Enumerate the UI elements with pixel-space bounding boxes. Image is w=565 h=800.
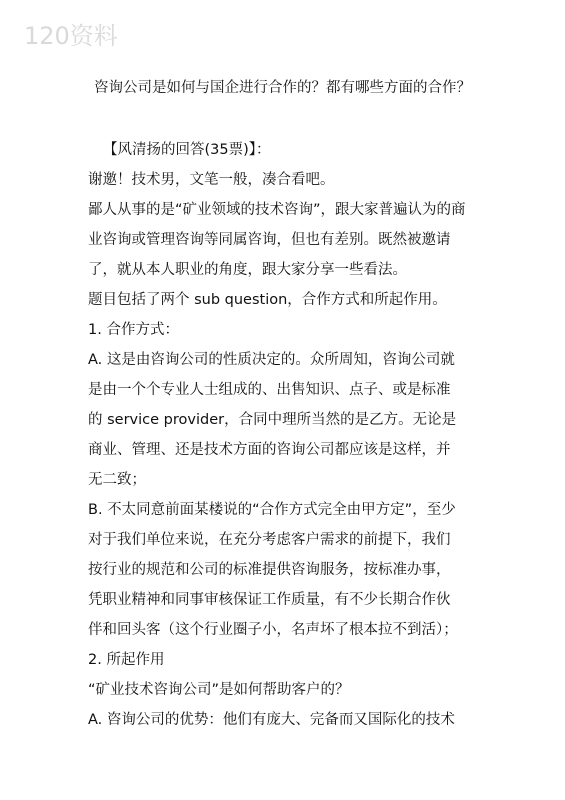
text-line: 按行业的规范和公司的标准提供咨询服务，按标准办事， [88,562,451,578]
text-line: 2. 所起作用 [88,652,165,668]
page-title: 咨询公司是如何与国企进行合作的？都有哪些方面的合作？ [94,80,471,96]
watermark: 120资料 [24,22,118,50]
text-line: 商业、管理、还是技术方面的咨询公司都应该是这样，并 [88,442,451,458]
answer-heading: 【风清扬的回答(35票)】： [103,142,271,158]
text-line: 凭职业精神和同事审核保证工作质量，有不少长期合作伙 [88,592,451,608]
text-line: 伴和回头客（这个行业圈子小，名声坏了根本拉不到活）； [88,622,458,638]
text-line: “矿业技术咨询公司”是如何帮助客户的？ [88,682,350,698]
text-line: 无二致； [88,472,146,488]
text-line: A. 这是由咨询公司的性质决定的。众所周知，咨询公司就 [88,352,455,368]
text-line: A. 咨询公司的优势：他们有庞大、完备而又国际化的技术 [88,712,455,728]
text-line: 鄙人从事的是“矿业领域的技术咨询”，跟大家普遍认为的商 [88,202,466,218]
text-line: 了，就从本人职业的角度，跟大家分享一些看法。 [88,262,407,278]
text-line: 的 service provider，合同中理所当然的是乙方。无论是 [88,412,457,428]
text-line: 是由一个个专业人士组成的、出售知识、点子、或是标准 [88,382,451,398]
answer-body [88,165,488,735]
text-line: 题目包括了两个 sub question，合作方式和所起作用。 [88,292,447,308]
text-line: 1. 合作方式： [88,322,179,338]
text-line: B. 不太同意前面某楼说的“合作方式完全由甲方定”，至少 [88,502,456,518]
text-line: 对于我们单位来说，在充分考虑客户需求的前提下，我们 [88,532,451,548]
text-line: 谢邀！技术男，文笔一般，凑合看吧。 [88,172,335,188]
text-line: 业咨询或管理咨询等同属咨询，但也有差别。既然被邀请 [88,232,451,248]
